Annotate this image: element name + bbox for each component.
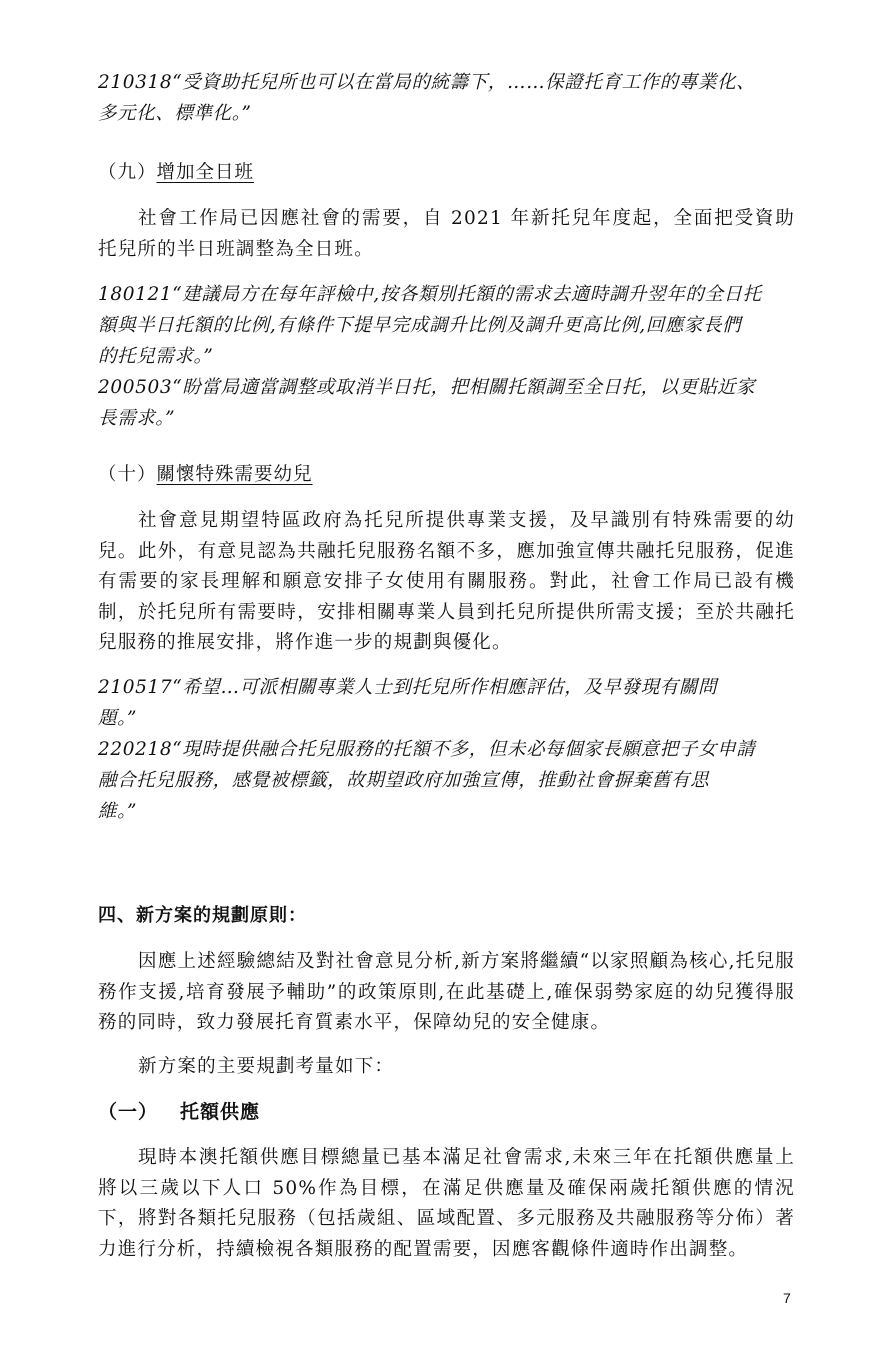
quote-line: 融合托兒服務，感覺被標籤，故期望政府加強宣傳，推動社會摒棄舊有思 xyxy=(98,770,710,791)
quote-line: 題。” xyxy=(98,708,138,729)
quote-line: 額與半日托額的比例,有條件下提早完成調升比例及調升更高比例,回應家長們 xyxy=(98,315,742,336)
quote-line: 200503“盼當局適當調整或取消半日托，把相關托額調至全日托，以更貼近家 xyxy=(98,377,756,398)
quote-line: 維。” xyxy=(98,801,138,822)
section-9-paragraph: 社會工作局已因應社會的需要，自 2021 年新托兒年度起，全面把受資助托兒所的半日班調整為全日班。 xyxy=(98,208,795,260)
subsection-1-paragraph: 現時本澳托額供應目標總量已基本滿足社會需求,未來三年在托額供應量上將以三歲以下人口 50%作為目標，在滿足供應量及確保兩歲托額供應的情況下，將對各類托兒服務（包括歲組、區域配置、多元服務及共融服務等分佈）著力進行分析，持續檢視各類服務的配置需要，因應客觀條件適時作出調整。 xyxy=(98,1147,795,1260)
quote-line: 220218“現時提供融合托兒服務的托額不多，但未必每個家長願意把子女申請 xyxy=(98,739,756,760)
page-number: 7 xyxy=(783,1290,791,1306)
quote-line: 長需求。” xyxy=(98,408,176,429)
section-10-paragraph: 社會意見期望特區政府為托兒所提供專業支援，及早識別有特殊需要的幼兒。此外，有意見認為共融托兒服務名額不多，應加強宣傳共融托兒服務，促進有需要的家長理解和願意安排子女使用有關服務。對此，社會工作局已設有機制，於托兒所有需要時，安排相關專業人員到托兒所提供所需支援；至於共融托兒服務的推展安排，將作進一步的規劃與優化。 xyxy=(98,510,795,653)
quote-block-section-10 xyxy=(98,672,798,827)
section-heading-prefix: （十） xyxy=(98,464,157,485)
section-heading-10 xyxy=(98,461,313,489)
quote-line: 210517“希望…可派相關專業人士到托兒所作相應評估，及早發現有關問 xyxy=(98,677,718,698)
quote-block-section-9 xyxy=(98,279,798,434)
section-heading-prefix: （九） xyxy=(98,162,157,183)
subsection-heading-1 xyxy=(98,1098,260,1126)
quote-block-210318 xyxy=(98,67,798,129)
quote-line: 210318“受資助托兒所也可以在當局的統籌下，……保證托育工作的專業化、 xyxy=(98,72,756,93)
subsection-heading-prefix: （一） xyxy=(98,1101,159,1123)
part-4-paragraph-1: 因應上述經驗總結及對社會意見分析,新方案將繼續“以家照顧為核心,托兒服務作支援,培育發展予輔助”的政策原則,在此基礎上,確保弱勢家庭的幼兒獲得服務的同時，致力發展托育質素水平，保障幼兒的安全健康。 xyxy=(98,951,795,1033)
part-4-heading: 四、新方案的規劃原則： xyxy=(98,905,307,926)
quote-line: 多元化、標準化。” xyxy=(98,103,252,124)
section-heading-title: 關懷特殊需要幼兒 xyxy=(156,464,313,485)
section-heading-9 xyxy=(98,159,254,187)
quote-line: 的托兒需求。” xyxy=(98,346,214,367)
quote-line: 180121“建議局方在每年評檢中,按各類別托額的需求去適時調升翌年的全日托 xyxy=(98,284,762,305)
subsection-heading-title: 托額供應 xyxy=(180,1101,261,1123)
section-heading-title: 增加全日班 xyxy=(156,162,255,183)
part-4-paragraph-2: 新方案的主要規劃考量如下： xyxy=(138,1056,395,1077)
